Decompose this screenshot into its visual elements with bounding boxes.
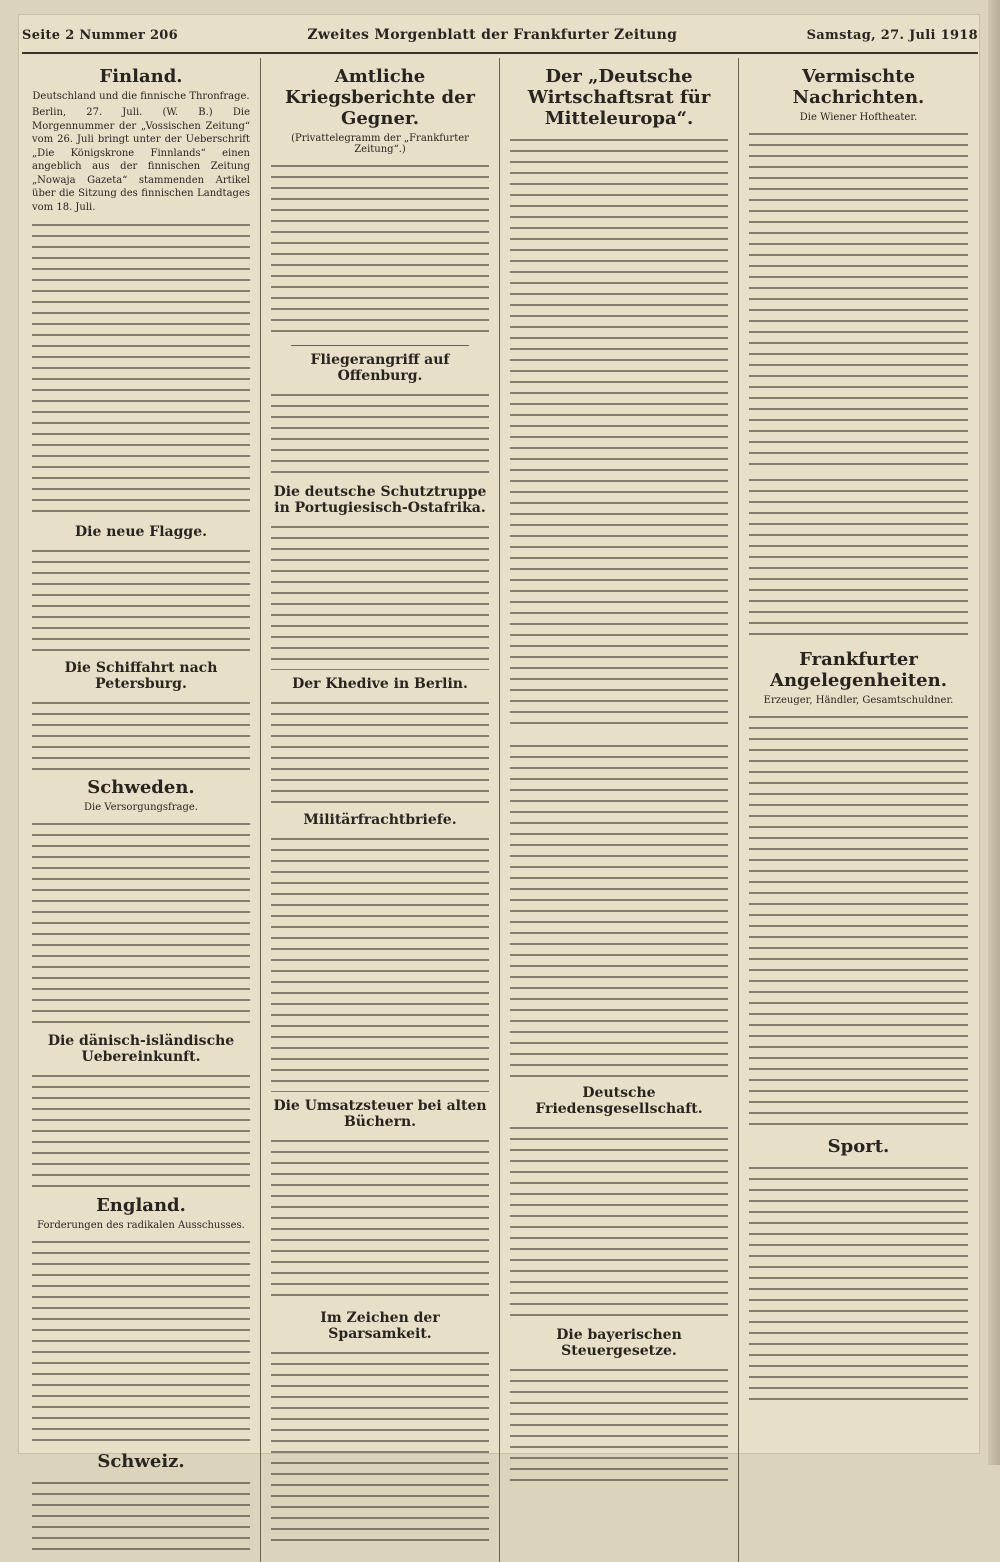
article-heading: Die Schiffahrt nach Petersburg.	[64, 660, 218, 692]
article-heading: Die deutsche Schutztruppe in Portugiesisch-Ostafrika.	[273, 484, 487, 516]
adjacent-page-edge	[988, 0, 1000, 1465]
article-body	[271, 696, 489, 806]
article-heading: Deutsche Friedensgesellschaft.	[535, 1085, 703, 1117]
section-heading-schweden: Schweden.	[87, 777, 195, 798]
article-body	[749, 1161, 968, 1401]
article-lead: Berlin, 27. Juli. (W. B.) Die Morgennummer der „Vossischen Zeitung“ vom 26. Juli bringt unter der Ueberschrift „Die Königskrone Finnlands“ einen angeblich aus der finnischen Zeitung „Nowaja Gazeta“ stammenden Artikel über die Sitzung des finnischen Landtages vom 18. Juli.	[32, 107, 250, 213]
article-body	[32, 817, 250, 1027]
article-body	[271, 520, 489, 670]
article-body	[32, 1476, 250, 1556]
section-heading-finland: Finland.	[99, 66, 183, 87]
article-body	[271, 388, 489, 478]
article-body	[32, 218, 250, 518]
article-body	[271, 832, 489, 1092]
article-heading: Die Umsatzsteuer bei alten Büchern.	[273, 1098, 487, 1130]
article-body	[32, 696, 250, 771]
section-heading-schweiz: Schweiz.	[97, 1451, 185, 1472]
article-heading: Militärfrachtbriefe.	[303, 812, 457, 828]
article-subheading: (Privattelegramm der „Frankfurter Zeitung“.)	[291, 133, 469, 155]
article-body	[510, 133, 728, 733]
article-body	[749, 710, 968, 1130]
section-heading-wirtschaftsrat: Der „Deutsche Wirtschaftsrat für Mitteleuropa“.	[527, 66, 711, 129]
article-subheading: Die Versorgungsfrage.	[83, 802, 198, 813]
column-3	[500, 58, 739, 1562]
article-heading: Der Khedive in Berlin.	[292, 676, 468, 692]
masthead	[22, 18, 978, 54]
article-body	[749, 127, 968, 467]
article-body	[749, 473, 968, 643]
article-heading: Die dänisch-isländische Uebereinkunft.	[47, 1033, 235, 1065]
article-body	[510, 739, 728, 1079]
article-body	[510, 1363, 728, 1483]
article-body	[32, 544, 250, 654]
article-subheading: Die Wiener Hoftheater.	[799, 112, 918, 123]
column-1	[22, 58, 261, 1562]
article-columns	[22, 58, 978, 1472]
article-subheading: Forderungen des radikalen Ausschusses.	[37, 1220, 245, 1231]
section-heading-sport: Sport.	[827, 1136, 890, 1157]
masthead-title: Zweites Morgenblatt der Frankfurter Zeitung	[307, 27, 678, 43]
column-2	[261, 58, 500, 1562]
article-body	[32, 1069, 250, 1189]
article-body	[510, 1121, 728, 1321]
column-4	[739, 58, 978, 1562]
article-body	[271, 1346, 489, 1546]
divider	[291, 345, 469, 346]
article-heading: Im Zeichen der Sparsamkeit.	[320, 1310, 440, 1342]
article-body	[271, 1134, 489, 1304]
section-heading-frankfurter: Frankfurter Angelegenheiten.	[769, 649, 947, 691]
article-body	[271, 159, 489, 339]
section-heading-england: England.	[96, 1195, 186, 1216]
article-heading: Die neue Flagge.	[75, 524, 207, 540]
masthead-left: Seite 2 Nummer 206	[22, 27, 178, 43]
masthead-date: Samstag, 27. Juli 1918	[806, 27, 978, 43]
article-heading: Fliegerangriff auf Offenburg.	[310, 352, 450, 384]
section-heading-kriegsberichte: Amtliche Kriegsberichte der Gegner.	[284, 66, 476, 129]
article-subheading: Deutschland und die finnische Thronfrage.	[32, 91, 250, 102]
article-body	[32, 1235, 250, 1445]
article-subheading: Erzeuger, Händler, Gesamtschuldner.	[763, 695, 954, 706]
article-heading: Die bayerischen Steuergesetze.	[556, 1327, 682, 1359]
section-heading-vermischtes: Vermischte Nachrichten.	[792, 66, 925, 108]
